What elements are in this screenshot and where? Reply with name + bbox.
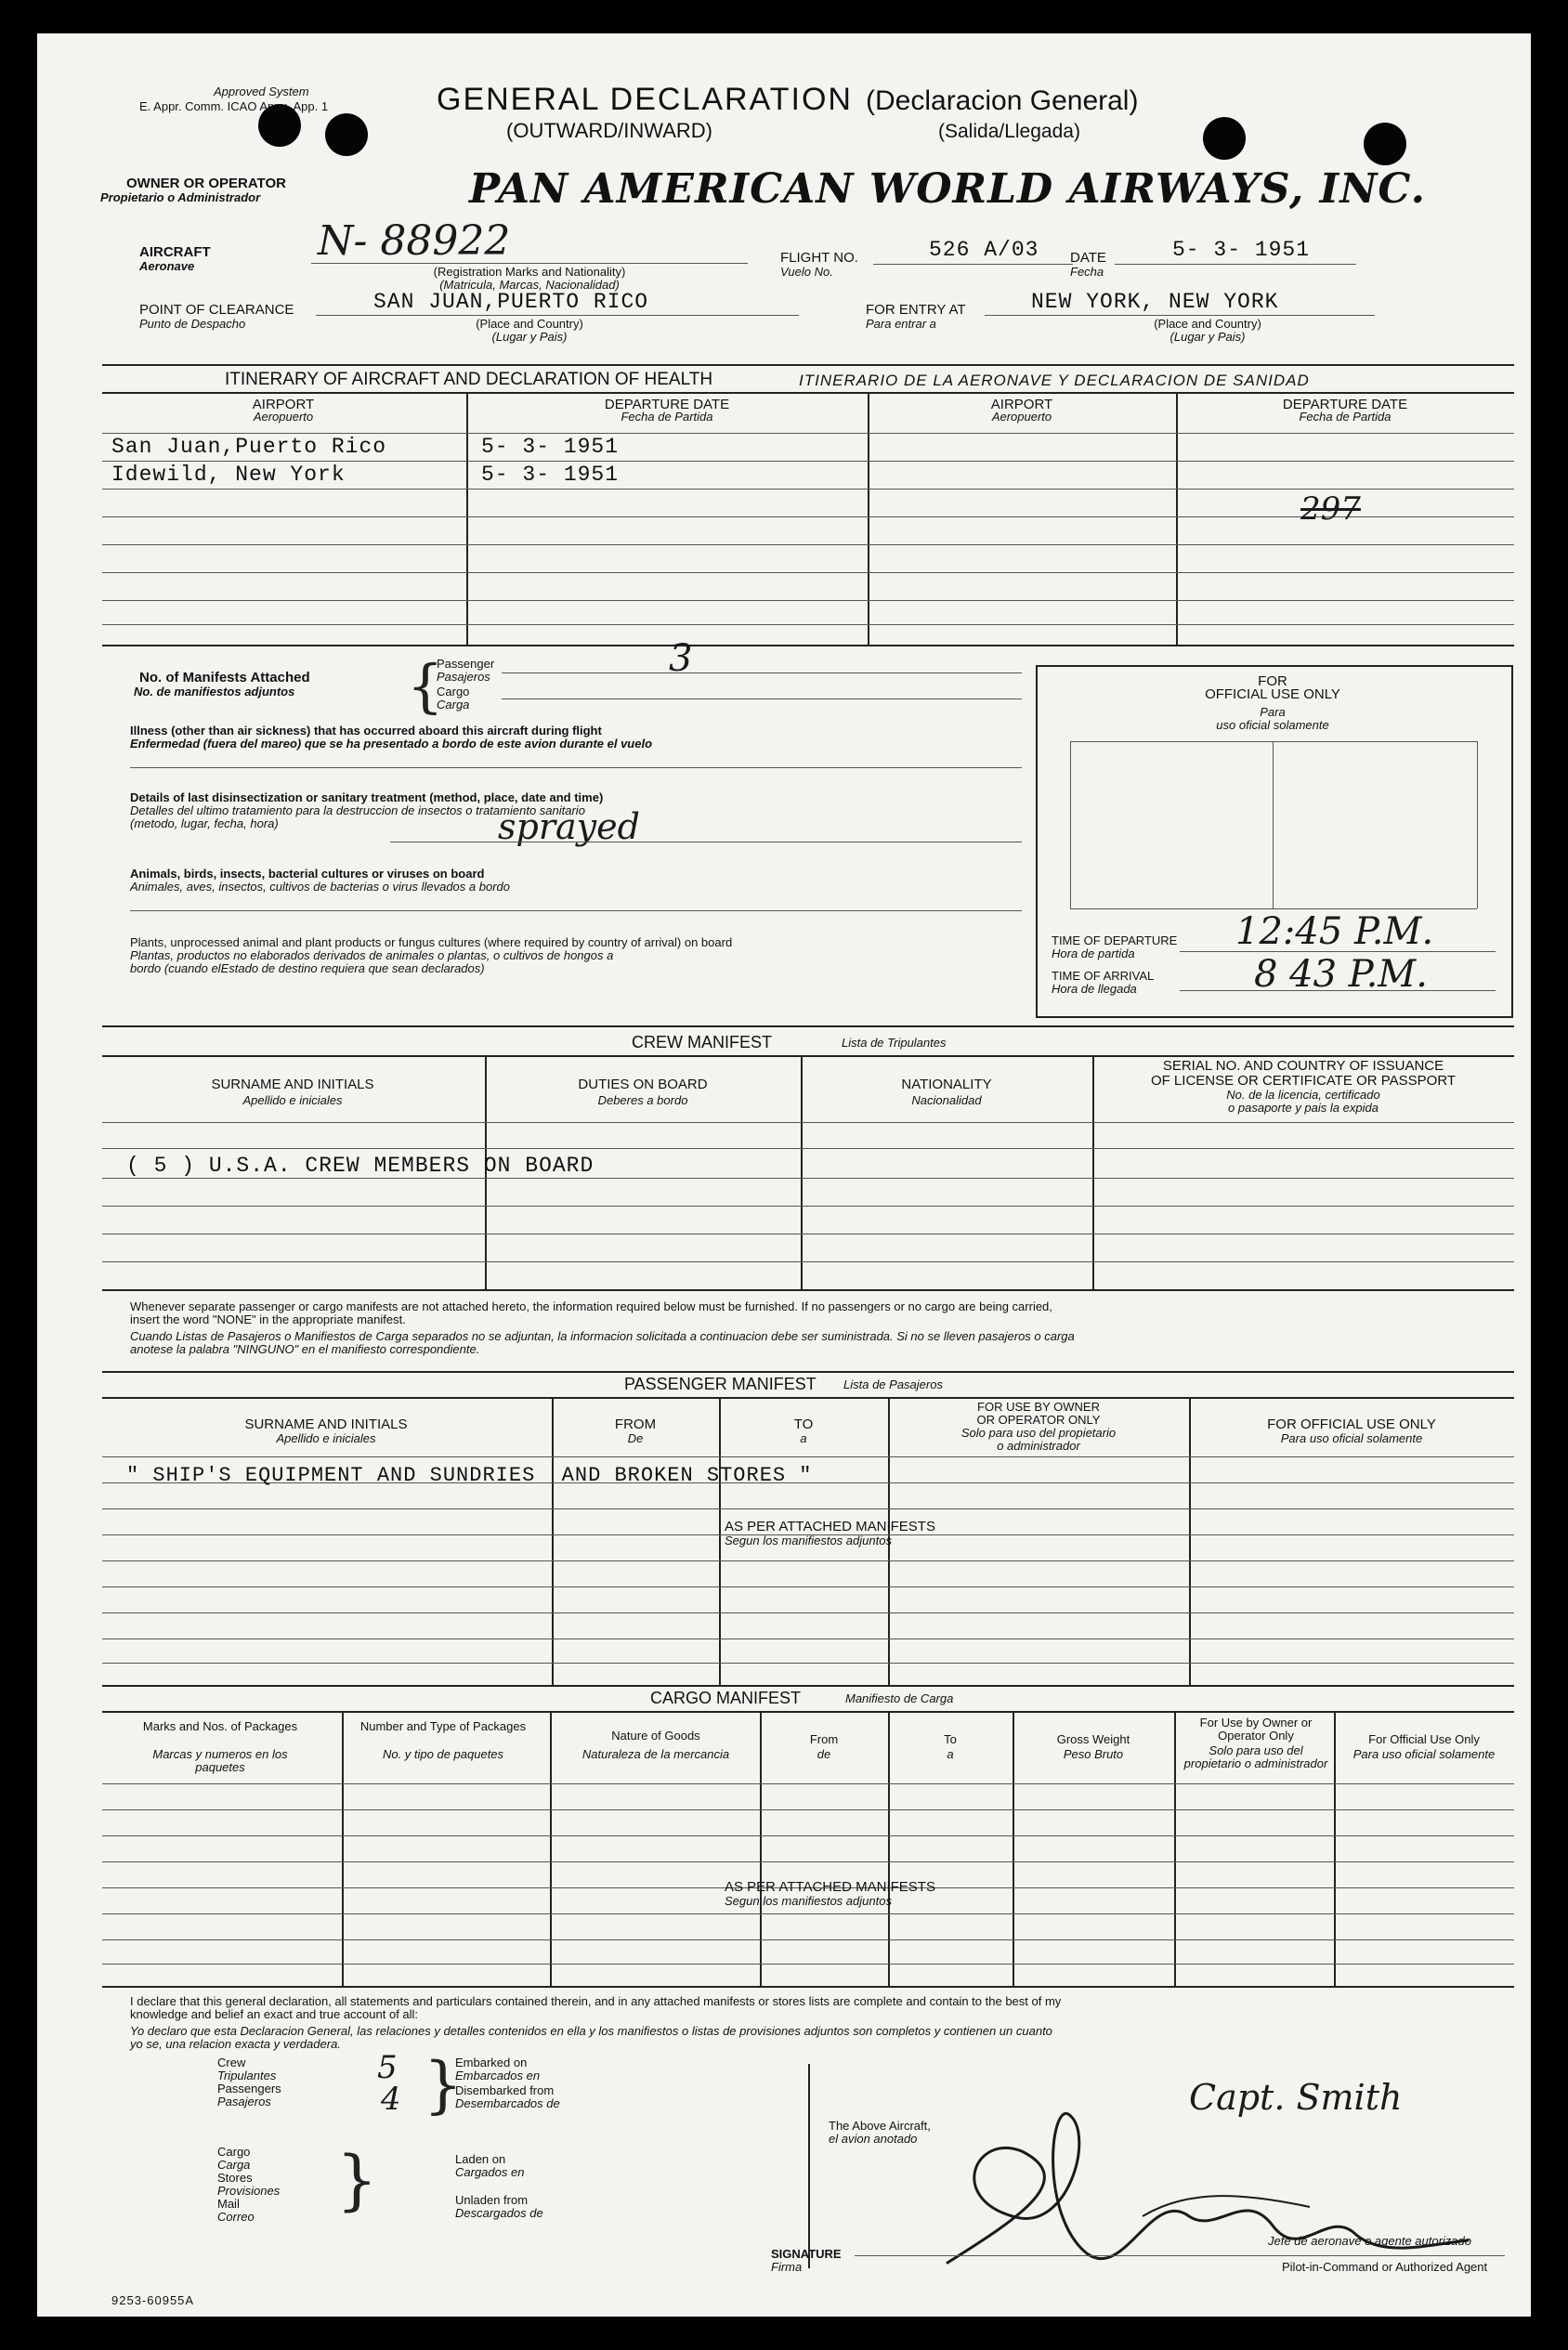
embarked-label: Embarked on (455, 2056, 528, 2069)
signature-handwriting: Capt. Smith (1189, 2077, 1403, 2118)
crew-col-nationality: NATIONALITY (901, 1077, 992, 1092)
form-number: 9253-60955A (111, 2293, 195, 2307)
entry-caption: (Place and Country) (1154, 317, 1261, 331)
cargo-col: Marks and Nos. of Packages (142, 1719, 298, 1733)
cargo-col: Nature of Goods (611, 1729, 700, 1743)
animals-label-es: Animales, aves, insectos, cultivos de bacterias o virus llevados a bordo (130, 880, 510, 894)
entry-label: FOR ENTRY AT (866, 302, 966, 318)
passengers-count-label-es: Pasajeros (217, 2095, 271, 2108)
brace: } (336, 2142, 378, 2218)
animals-label: Animals, birds, insects, bacterial cultures or viruses on board (130, 867, 485, 881)
entry-label-es: Para entrar a (866, 317, 936, 331)
cargo-heading-es: Manifiesto de Carga (845, 1691, 954, 1705)
cargo-label-es: Carga (217, 2158, 251, 2172)
pax-col-owner: OR OPERATOR ONLY (976, 1413, 1101, 1427)
pax-col-official-es: Para uso oficial solamente (1280, 1431, 1423, 1445)
pax-col-from: FROM (614, 1417, 657, 1432)
form-subtitle: (OUTWARD/INWARD) (506, 119, 712, 142)
pax-col-official: FOR OFFICIAL USE ONLY (1267, 1417, 1436, 1432)
cargo-attached-es: Segun los manifiestos adjuntos (725, 1894, 892, 1908)
unladen-label-es: Descargados de (455, 2206, 543, 2220)
form-title: GENERAL DECLARATION (437, 82, 853, 117)
crew-col-surname: SURNAME AND INITIALS (211, 1077, 374, 1092)
clearance-label: POINT OF CLEARANCE (139, 302, 294, 318)
crew-col-nationality-es: Nacionalidad (911, 1093, 982, 1107)
signature-label: SIGNATURE (771, 2247, 842, 2261)
cargo-label-es: Carga (437, 698, 470, 712)
manifests-label: No. of Manifests Attached (139, 670, 310, 685)
cargo-col-es: Para uso oficial solamente (1352, 1747, 1496, 1761)
crew-col-license: SERIAL NO. AND COUNTRY OF ISSUANCE (1162, 1058, 1444, 1074)
passengers-count-label: Passengers (217, 2082, 281, 2095)
signer-label-es: Jefe de aeronave o agente autorizado (1268, 2234, 1472, 2248)
approval-line: Approved System (214, 85, 309, 98)
departure-time-label: TIME OF DEPARTURE (1052, 933, 1178, 947)
cargo-col-es: Solo para uso del propietario o administrador (1183, 1743, 1328, 1770)
arrival-time-label-es: Hora de llegada (1052, 982, 1137, 996)
registration-caption-es: (Matricula, Marcas, Nacionalidad) (439, 278, 620, 292)
col-departure-es: Fecha de Partida (1299, 410, 1392, 424)
aircraft-label: AIRCRAFT (139, 244, 211, 260)
plants-label: Plants, unprocessed animal and plant products or fungus cultures (where required by country of arrival) on board (130, 935, 733, 949)
cargo-attached: AS PER ATTACHED MANIFESTS (725, 1879, 935, 1895)
col-airport: AIRPORT (252, 397, 315, 412)
stores-label: Stores (217, 2171, 253, 2185)
pax-col-owner-es: Solo para uso del propietario (960, 1426, 1117, 1440)
clearance-value: SAN JUAN,PUERTO RICO (373, 290, 649, 314)
illness-label: Illness (other than air sickness) that has occurred aboard this aircraft during flight (130, 724, 602, 738)
above-aircraft-label: The Above Aircraft, (829, 2119, 931, 2133)
itinerary-heading-es: ITINERARIO DE LA AERONAVE Y DECLARACION DE SANIDAD (799, 372, 1310, 389)
aircraft-registration: N- 88922 (318, 217, 511, 265)
crew-col-license: OF LICENSE OR CERTIFICATE OR PASSPORT (1150, 1073, 1457, 1089)
cargo-col-es: Naturaleza de la mercancia (581, 1747, 730, 1761)
manifests-label-es: No. de manifiestos adjuntos (134, 685, 295, 698)
pax-col-owner-es: o administrador (997, 1439, 1080, 1453)
col-airport-es: Aeropuerto (991, 410, 1052, 424)
col-airport-es: Aeropuerto (253, 410, 314, 424)
disinsect-label: Details of last disinsectization or sanitary treatment (method, place, date and time) (130, 790, 604, 804)
pax-col-from-es: De (627, 1431, 644, 1445)
cargo-heading: CARGO MANIFEST (650, 1689, 802, 1707)
crew-entry: ( 5 ) U.S.A. CREW MEMBERS ON BOARD (126, 1154, 595, 1178)
punch-hole (325, 113, 368, 156)
general-declaration-form (37, 33, 1531, 2317)
itinerary-date: 5- 3- 1951 (481, 435, 620, 459)
official-for: FOR (1258, 673, 1287, 689)
plants-label-es: Plantas, productos no elaborados derivados de animales o plantas, o cultivos de hongos a (130, 948, 614, 962)
official-use-es: uso oficial solamente (1216, 718, 1329, 732)
manifests-count: 3 (669, 637, 693, 680)
mail-label-es: Correo (217, 2210, 255, 2224)
itinerary-heading: ITINERARY OF AIRCRAFT AND DECLARATION OF HEALTH (225, 370, 713, 389)
passenger-heading: PASSENGER MANIFEST (624, 1375, 817, 1393)
cargo-col-es: Peso Bruto (1063, 1747, 1124, 1761)
brace: { (407, 652, 444, 720)
departure-time: 12:45 P.M. (1235, 910, 1434, 953)
disembarked-label-es: Desembarcados de (455, 2096, 560, 2110)
punch-hole (1203, 117, 1246, 160)
passengers-count: 4 (381, 2081, 401, 2118)
passenger-heading-es: Lista de Pasajeros (843, 1377, 943, 1391)
col-airport: AIRPORT (990, 397, 1053, 412)
pax-col-surname: SURNAME AND INITIALS (244, 1417, 408, 1432)
crew-count: 5 (377, 2049, 398, 2086)
entry-caption-es: (Lugar y Pais) (1169, 330, 1246, 344)
cargo-col-es: a (947, 1747, 954, 1761)
cargo-col-es: No. y tipo de paquetes (382, 1747, 504, 1761)
crew-count-label-es: Tripulantes (217, 2069, 277, 2082)
passenger-label: Passenger (437, 657, 495, 671)
crew-count-label: Crew (217, 2056, 246, 2069)
disinsect-value: sprayed (498, 806, 640, 847)
cargo-label: Cargo (217, 2145, 251, 2159)
cargo-label: Cargo (437, 685, 470, 698)
flight-date: 5- 3- 1951 (1172, 238, 1311, 262)
declaration-text: knowledge and belief an exact and true account of all: (130, 2007, 419, 2021)
manifest-notice: Whenever separate passenger or cargo manifests are not attached hereto, the information required below must be furnished. If no passengers or no cargo are being carried, (130, 1299, 1052, 1313)
disinsect-label-es: Detalles del ultimo tratamiento para la destruccion de insectos o tratamiento sanitario (130, 803, 585, 817)
declaration-text: I declare that this general declaration, all statements and particulars contained therein, and in any attached manifests or stores lists are complete and contain to the best of my (130, 1994, 1062, 2008)
owner-label-es: Propietario o Administrador (100, 190, 261, 204)
form-subtitle-es: (Salida/Llegada) (938, 121, 1080, 142)
punch-hole (1364, 123, 1406, 165)
date-label-es: Fecha (1070, 265, 1104, 279)
pax-attached: AS PER ATTACHED MANIFESTS (725, 1519, 935, 1534)
flight-label: FLIGHT NO. (780, 250, 858, 266)
crew-col-license-es: No. de la licencia, certificado (1226, 1088, 1380, 1102)
pax-col-surname-es: Apellido e iniciales (276, 1431, 376, 1445)
signature-label-es: Firma (771, 2260, 803, 2274)
itinerary-mark: 297 (1300, 490, 1361, 528)
col-departure-es: Fecha de Partida (621, 410, 713, 424)
declaration-text-es: yo se, una relacion exacta y verdadera. (130, 2037, 341, 2051)
disembarked-label: Disembarked from (455, 2083, 555, 2097)
signer-label: Pilot-in-Command or Authorized Agent (1282, 2260, 1488, 2274)
signature-bracket (808, 2064, 810, 2268)
pax-col-to-es: a (800, 1431, 807, 1445)
above-aircraft-label-es: el avion anotado (829, 2132, 918, 2146)
clearance-caption-es: (Lugar y Pais) (491, 330, 568, 344)
plants-label-es2: bordo (cuando elEstado de destino requiera que sean declarados) (130, 961, 485, 975)
crew-col-duties: DUTIES ON BOARD (578, 1077, 708, 1092)
flight-label-es: Vuelo No. (780, 265, 833, 279)
stores-label-es: Provisiones (217, 2184, 281, 2198)
approval-line: E. Appr. Comm. ICAO Appx. App. 1 (139, 99, 329, 113)
arrival-time-label: TIME OF ARRIVAL (1052, 969, 1155, 983)
col-departure: DEPARTURE DATE (1282, 397, 1408, 412)
clearance-label-es: Punto de Despacho (139, 317, 246, 331)
pax-col-owner: FOR USE BY OWNER (977, 1400, 1100, 1414)
col-departure: DEPARTURE DATE (604, 397, 730, 412)
owner-label: OWNER OR OPERATOR (126, 176, 286, 191)
itinerary-date: 5- 3- 1951 (481, 463, 620, 487)
cargo-col: For Use by Owner or Operator Only (1199, 1716, 1313, 1743)
crew-col-license-es: o pasaporte y pais la expida (1228, 1101, 1379, 1115)
itinerary-airport: Idewild, New York (111, 463, 346, 487)
embarked-label-es: Embarcados en (455, 2069, 541, 2082)
pax-col-to: TO (793, 1417, 814, 1432)
cargo-col-es: Marcas y numeros en los paquetes (152, 1747, 288, 1774)
passenger-label-es: Pasajeros (437, 670, 490, 684)
owner-value: PAN AMERICAN WORLD AIRWAYS, INC. (469, 165, 1426, 213)
official-use-label: OFFICIAL USE ONLY (1205, 686, 1340, 702)
laden-label-es: Cargados en (455, 2165, 525, 2179)
disinsect-label-es2: (metodo, lugar, fecha, hora) (130, 816, 279, 830)
cargo-col: For Official Use Only (1368, 1732, 1480, 1746)
cargo-col: Number and Type of Packages (359, 1719, 527, 1733)
crew-col-duties-es: Deberes a bordo (597, 1093, 688, 1107)
crew-heading: CREW MANIFEST (632, 1033, 772, 1051)
brace: } (424, 2049, 463, 2121)
official-para: Para (1260, 705, 1286, 719)
cargo-col: Gross Weight (1056, 1732, 1130, 1746)
declaration-text-es: Yo declaro que esta Declaracion General, las relaciones y detalles contenidos en ella y los manifiestos o listas de provisiones adjuntos son completos y contienen un cuanto (130, 2024, 1052, 2038)
laden-label: Laden on (455, 2152, 506, 2166)
pax-attached-es: Segun los manifiestos adjuntos (725, 1534, 892, 1547)
passenger-entry: " SHIP'S EQUIPMENT AND SUNDRIES AND BROKEN STORES " (126, 1464, 813, 1487)
flight-number: 526 A/03 (929, 238, 1039, 262)
entry-value: NEW YORK, NEW YORK (1031, 290, 1279, 314)
date-label: DATE (1070, 250, 1106, 266)
clearance-caption: (Place and Country) (476, 317, 583, 331)
manifest-notice: insert the word "NONE" in the appropriate manifest. (130, 1312, 406, 1326)
cargo-col: From (809, 1732, 839, 1746)
unladen-label: Unladen from (455, 2193, 529, 2207)
crew-col-surname-es: Apellido e iniciales (242, 1093, 343, 1107)
form-title-es: (Declaracion General) (866, 85, 1139, 116)
arrival-time: 8 43 P.M. (1254, 953, 1428, 996)
registration-caption: (Registration Marks and Nationality) (433, 265, 626, 279)
mail-label: Mail (217, 2197, 240, 2211)
cargo-col: To (944, 1732, 957, 1746)
departure-time-label-es: Hora de partida (1052, 947, 1135, 960)
illness-label-es: Enfermedad (fuera del mareo) que se ha presentado a bordo de este avion durante el vuelo (130, 737, 653, 751)
itinerary-airport: San Juan,Puerto Rico (111, 435, 387, 459)
crew-heading-es: Lista de Tripulantes (842, 1036, 947, 1050)
cargo-col-es: de (817, 1747, 831, 1761)
aircraft-label-es: Aeronave (139, 259, 195, 273)
manifest-notice-es: anotese la palabra "NINGUNO" en el manifiesto correspondiente. (130, 1342, 480, 1356)
manifest-notice-es: Cuando Listas de Pasajeros o Manifiestos de Carga separados no se adjuntan, la informacion solicitada a continuacion debe ser suministrada. Si no se lleven pasajeros o carga (130, 1329, 1075, 1343)
